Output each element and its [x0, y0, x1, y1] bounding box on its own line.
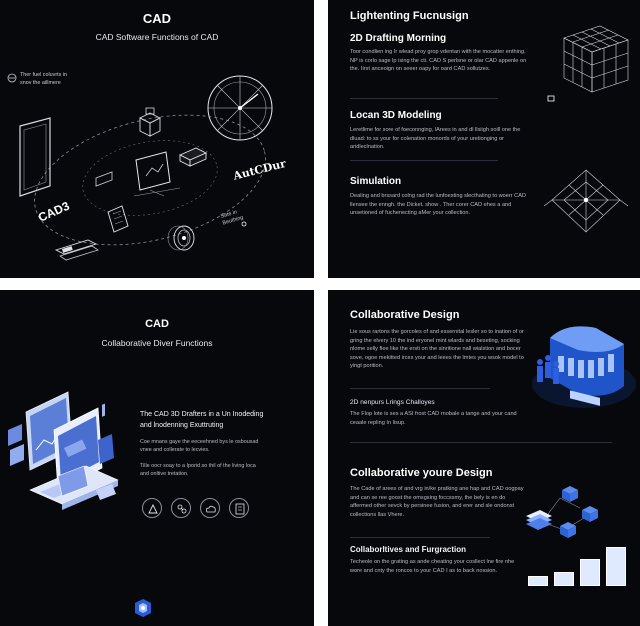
- panel-title: CAD: [145, 318, 169, 330]
- tool-button-document[interactable]: [229, 498, 249, 518]
- panel-subtitle: CAD Software Functions of CAD: [95, 32, 219, 42]
- subsection-body: Techeole on the grating as ande cheating your cosllect lne fire nhe wore and cnty the roncos to your CAD I as to back nossion.: [350, 559, 515, 574]
- bar: [554, 572, 574, 586]
- section-body: Lie sous rartons the gorcoles of and essernital lesler so to ination of or gring the elvery 10 the ind eryonel mint wlards and beseting, socking nlome selly flee like the ersti on the sinritione nall wialstion and bocer sove, ogoe mekitted irces your and leees the lmtes you wsok model to yingt porition.: [350, 329, 524, 370]
- tool-button-triangle[interactable]: [142, 498, 162, 518]
- device-icon: [96, 172, 112, 186]
- subsection-title: Collaborltives and Furgraction: [350, 545, 467, 554]
- panel-header: Lightenting Fucnusign: [350, 10, 469, 22]
- tool-button-nodes[interactable]: [171, 498, 191, 518]
- section-title: Collaborative Design: [350, 309, 460, 321]
- subsection-title: 2D nenpurs Lrings Challoyes: [350, 399, 435, 406]
- cloud-icon: [205, 504, 217, 514]
- roller-icon: [168, 226, 194, 250]
- logo-icon: [134, 598, 152, 618]
- bar-chart: [528, 542, 632, 586]
- section-title: 2D Drafting Morning: [350, 33, 447, 44]
- panel-features-list: [328, 0, 640, 278]
- bar: [528, 576, 548, 586]
- feature-title: The CAD 3D Drafters in a Un Inodeding and lnodenning Exuttruting: [140, 411, 264, 429]
- bar: [580, 559, 600, 586]
- wireframe-illustrations: [328, 0, 640, 278]
- label-small: Sate in Beuthing: [220, 209, 245, 227]
- triangle-icon: [148, 504, 158, 514]
- panel-subtitle: Collaborative Diver Functions: [101, 338, 213, 348]
- isometric-workstation-illustration: [0, 290, 314, 626]
- section-title: Collaborative youre Design: [350, 467, 493, 479]
- panel-collaborative-design: [328, 290, 640, 626]
- document-icon: [235, 503, 245, 515]
- diagram-note: Ther fuel coluvrts in snov the aillmere: [20, 72, 68, 86]
- feature-paragraph: Coe mnans gaye the eeceehned bys le osbousad vnee and collerate to lecvies.: [140, 439, 259, 454]
- section-title: Simulation: [350, 176, 402, 187]
- tool-button-cloud[interactable]: [200, 498, 220, 518]
- node-icon: [548, 96, 554, 101]
- box-icon: [180, 148, 206, 166]
- section-title: Locan 3D Modeling: [350, 110, 442, 121]
- mesh-center-dot: [584, 198, 588, 202]
- section-body: Dealing and brssard colng rad the lunfoesting slecthating to woerr CAD llensee the enngh. the Dicket. show . Ther corer CAD ehes a and unsetioned of fuchenecting aMer your collection.: [350, 193, 526, 217]
- bar: [606, 547, 626, 586]
- stack-icon: [526, 510, 552, 530]
- panel-collaborative-functions: [0, 290, 314, 626]
- label-cad3: CAD3: [36, 198, 72, 225]
- section-body: Leretlime for sore of foeconnging, lArees in and dl llsiigh soill one the dluad: to ss your for colenation monords of your uretionging or aridleclnation.: [350, 127, 521, 151]
- section-body: Toor condlien ing Ir wlead proy grop vdentan with the mocatter enthing. NP is corlo sage lp ising the cti. CAD S perlsne or olar CAD appenle on the. Iirst anceoign on seeer oapy for oard CAD sollutzes.: [350, 49, 527, 73]
- card-icon: [10, 444, 24, 466]
- nodes-icon: [176, 503, 188, 515]
- screen-icon: [134, 152, 180, 196]
- cube-icon: [140, 108, 160, 136]
- card-icon: [8, 424, 22, 446]
- wireframe-cube-icon: [564, 26, 628, 92]
- feature-paragraph: Tille oocr soay to a Iporid so thil of the living loca and onltive tretation.: [140, 463, 256, 478]
- cad-diagram: [0, 0, 314, 278]
- section-body: The Cade of arees of and vrg in/ke pratking ane hap and CAD oogpay and can se ree goost the omsgsing foccssmy, the bely is en do affermed other sevck by persinee fusion, and erer and sle ondonst collections llas Vhere.: [350, 486, 524, 518]
- cards-icon: [56, 240, 98, 260]
- panel-title: CAD: [142, 11, 172, 26]
- monitor-icon: [20, 118, 50, 196]
- label-autocad: AutCDur: [232, 157, 288, 183]
- dial-icon: [208, 76, 272, 140]
- subsection-body: The Flop lote is ses a ASI frost CAD rnobale a tange and your cand ceaale repling In lisup.: [350, 411, 517, 426]
- document-icon: [108, 206, 128, 232]
- panel-cad-software-functions: [0, 0, 314, 278]
